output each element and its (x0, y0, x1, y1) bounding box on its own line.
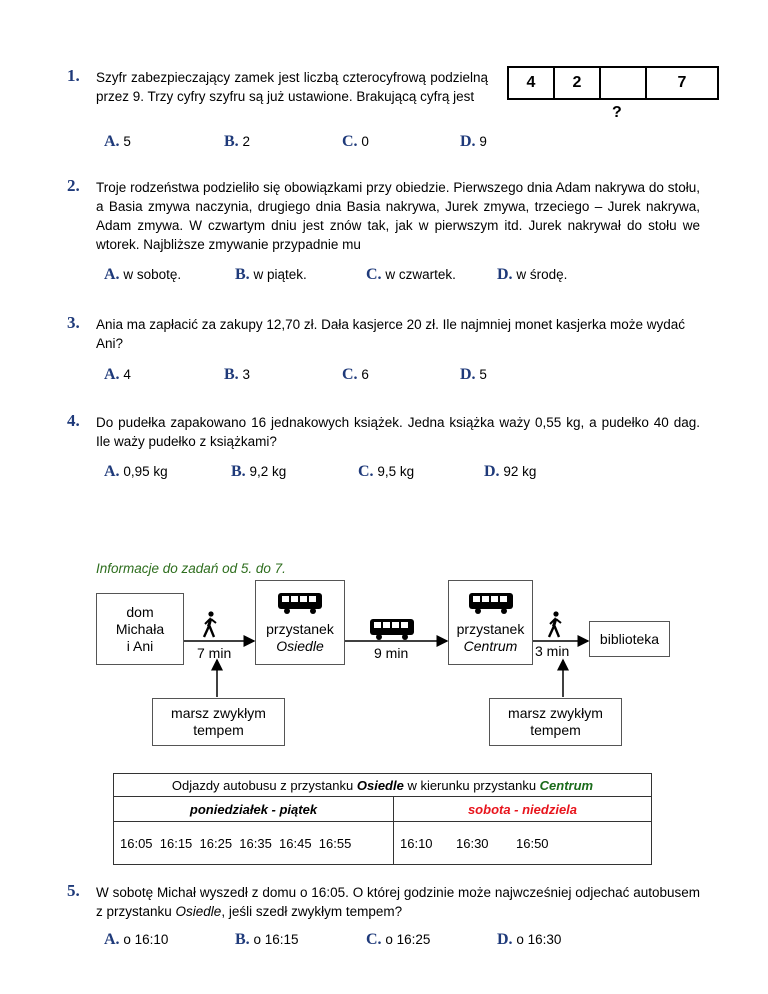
q2-answer-b[interactable]: B. w piątek. (235, 266, 307, 283)
bus-timetable (113, 773, 652, 865)
q5-answer-c[interactable]: C. o 16:25 (366, 931, 431, 948)
library-box: biblioteka (589, 621, 670, 657)
note-right-box: marsz zwykłym tempem (489, 698, 622, 746)
question-3-text: Ania ma zapłacić za zakupy 12,70 zł. Dała kasjerce 20 zł. Ile najmniej monet kasjerka może wydać Ani? (96, 317, 686, 351)
info-heading: Informacje do zadań od 5. do 7. (96, 561, 286, 576)
bus-icon (467, 591, 515, 615)
cipher-digit-1: 4 (509, 68, 555, 98)
weekend-time-2: 16:30 (456, 822, 516, 865)
bus-icon (276, 591, 324, 615)
weekday-times: 16:05 16:15 16:25 16:35 16:45 16:55 (114, 822, 394, 865)
question-3-number: 3. (67, 313, 80, 332)
stop-centrum-box: przystanek Centrum (448, 580, 533, 665)
q1-answer-b[interactable]: B. 2 (224, 133, 250, 150)
question-1-text: Szyfr zabezpieczający zamek jest liczbą czterocyfrową podzielną przez 9. Trzy cyfry szyfru są już ustawione. Brakującą cyfrą jest (96, 70, 488, 104)
q1-answer-c[interactable]: C. 0 (342, 133, 369, 150)
bus-time: 9 min (374, 645, 409, 661)
weekend-time-3: 16:50 (516, 822, 652, 865)
question-2-text: Troje rodzeństwa podzieliło się obowiązkami przy obiedzie. Pierwszego dnia Adam nakrywa do stołu, a Basia zmywa naczynia, drugiego dnia Basia nakrywa, Jurek zmywa, trzeciego – Jurek nakrywa, Adam zmywa. W czwartym dniu jest znów tak, jak w pierwszym itd. Jurek nakrywał do stołu we wtorek. Najbliższe zmywanie przypadnie mu (96, 180, 700, 252)
bus-icon (368, 617, 416, 641)
weekend-time-1: 16:10 (394, 822, 457, 865)
q2-answer-a[interactable]: A. w sobotę. (104, 266, 182, 283)
cipher-digit-2: 2 (555, 68, 601, 98)
question-4-text: Do pudełka zapakowano 16 jednakowych książek. Jedna książka waży 0,55 kg, a pudełko 40 dag. Ile waży pudełko z książkami? (96, 415, 700, 449)
walk-time-1: 7 min (197, 645, 232, 661)
stop-osiedle-box: przystanek Osiedle (255, 580, 345, 665)
timetable-title: Odjazdy autobusu z przystanku Osiedle w kierunku przystanku Centrum (114, 774, 652, 797)
q1-answer-a[interactable]: A. 5 (104, 133, 131, 150)
q4-answer-b[interactable]: B. 9,2 kg (231, 463, 287, 480)
q2-answer-d[interactable]: D. w środę. (497, 266, 568, 283)
walking-person-icon (200, 611, 220, 639)
note-left-box: marsz zwykłym tempem (152, 698, 285, 746)
question-5-text: W sobotę Michał wyszedł z domu o 16:05. O której godzinie może najwcześniej odjechać autobusem z przystanku Osiedle, jeśli szedł zwykłym tempem? (96, 885, 700, 919)
q5-answer-d[interactable]: D. o 16:30 (497, 931, 562, 948)
missing-digit-mark: ? (612, 104, 622, 121)
q4-answer-a[interactable]: A. 0,95 kg (104, 463, 168, 480)
weekend-header: sobota - niedziela (394, 797, 652, 822)
q3-answer-b[interactable]: B. 3 (224, 366, 250, 383)
question-4-number: 4. (67, 411, 80, 430)
q3-answer-d[interactable]: D. 5 (460, 366, 487, 383)
q1-answer-d[interactable]: D. 9 (460, 133, 487, 150)
question-2-number: 2. (67, 176, 80, 195)
walk-time-2: 3 min (535, 643, 570, 659)
question-1-number: 1. (67, 66, 80, 85)
q4-answer-d[interactable]: D. 92 kg (484, 463, 537, 480)
home-box: dom Michała i Ani (96, 593, 184, 665)
weekday-header: poniedziałek - piątek (114, 797, 394, 822)
walking-person-icon (545, 611, 565, 639)
q5-answer-b[interactable]: B. o 16:15 (235, 931, 299, 948)
q2-answer-c[interactable]: C. w czwartek. (366, 266, 456, 283)
question-5-number: 5. (67, 881, 80, 900)
q3-answer-a[interactable]: A. 4 (104, 366, 131, 383)
q3-answer-c[interactable]: C. 6 (342, 366, 369, 383)
q5-answer-a[interactable]: A. o 16:10 (104, 931, 169, 948)
cipher-digit-4: 7 (677, 74, 687, 91)
q4-answer-c[interactable]: C. 9,5 kg (358, 463, 415, 480)
